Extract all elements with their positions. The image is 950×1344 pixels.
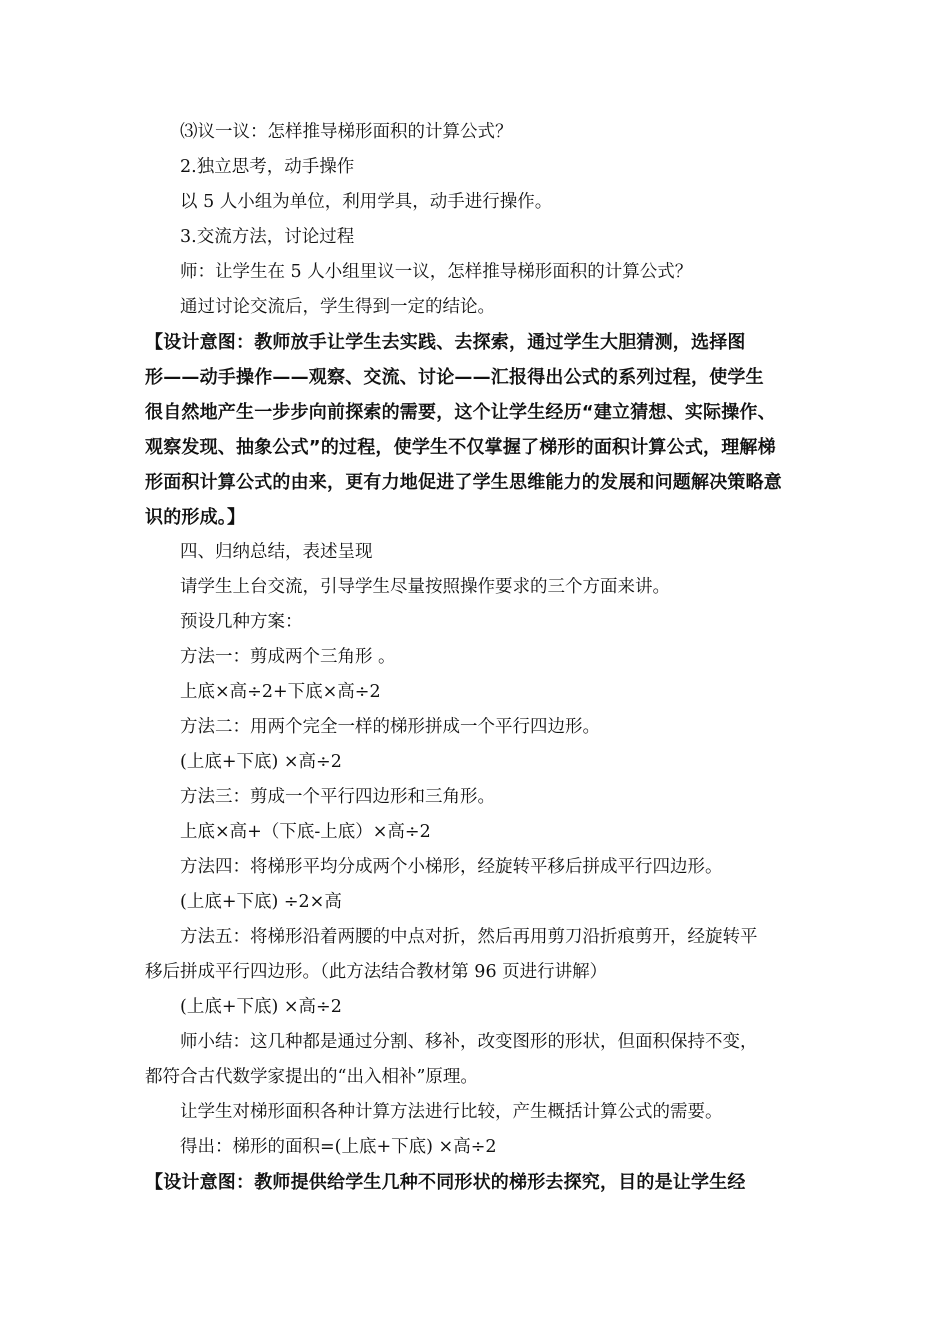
design-intent-block [145, 325, 810, 535]
document-body [145, 115, 810, 1200]
paragraph: 2.独立思考，动手操作 [180, 157, 355, 177]
design-intent-line: 识的形成。】 [145, 507, 246, 528]
method-5-line2: 移后拼成平行四边形。（此方法结合教材第 96 页进行讲解） [145, 962, 608, 982]
formula-5: (上底+下底) ×高÷2 [180, 997, 342, 1017]
summary-line2: 都符合古代数学家提出的“出入相补”原理。 [145, 1067, 478, 1087]
result-formula: 得出：梯形的面积=(上底+下底) ×高÷2 [180, 1137, 497, 1157]
formula-1: 上底×高÷2+下底×高÷2 [180, 682, 381, 702]
method-1: 方法一：剪成两个三角形 。 [180, 647, 396, 667]
method-3: 方法三：剪成一个平行四边形和三角形。 [180, 787, 495, 807]
design-intent-line: 很自然地产生一步步向前探索的需要，这个让学生经历“建立猜想、实际操作、 [145, 402, 776, 423]
design-intent-block [145, 1165, 810, 1200]
design-intent-line: 【设计意图：教师提供给学生几种不同形状的梯形去探究，目的是让学生经 [145, 1172, 746, 1193]
design-intent-line: 【设计意图：教师放手让学生去实践、去探索，通过学生大胆猜测，选择图 [145, 332, 746, 353]
formula-2: (上底+下底) ×高÷2 [180, 752, 342, 772]
section-heading: 四、归纳总结，表述呈现 [180, 542, 373, 562]
summary-line1: 师小结：这几种都是通过分割、移补，改变图形的形状，但面积保持不变， [180, 1032, 758, 1052]
paragraph: 师：让学生在 5 人小组里议一议，怎样推导梯形面积的计算公式？ [180, 262, 693, 282]
method-2: 方法二：用两个完全一样的梯形拼成一个平行四边形。 [180, 717, 600, 737]
formula-3: 上底×高+（下底-上底）×高÷2 [180, 822, 431, 842]
paragraph: 以 5 人小组为单位，利用学具，动手进行操作。 [180, 192, 553, 212]
paragraph: 3.交流方法，讨论过程 [180, 227, 355, 247]
paragraph: 通过讨论交流后，学生得到一定的结论。 [180, 297, 495, 317]
method-4: 方法四：将梯形平均分成两个小梯形，经旋转平移后拼成平行四边形。 [180, 857, 723, 877]
paragraph: ⑶议一议：怎样推导梯形面积的计算公式？ [180, 122, 513, 142]
paragraph: 预设几种方案： [180, 612, 303, 632]
design-intent-line: 形——动手操作——观察、交流、讨论——汇报得出公式的系列过程，使学生 [145, 367, 764, 388]
paragraph: 让学生对梯形面积各种计算方法进行比较，产生概括计算公式的需要。 [180, 1102, 723, 1122]
method-5-line1: 方法五：将梯形沿着两腰的中点对折，然后再用剪刀沿折痕剪开，经旋转平 [180, 927, 758, 947]
paragraph: 请学生上台交流，引导学生尽量按照操作要求的三个方面来讲。 [180, 577, 670, 597]
design-intent-line: 观察发现、抽象公式”的过程，使学生不仅掌握了梯形的面积计算公式，理解梯 [145, 437, 776, 458]
design-intent-line: 形面积计算公式的由来，更有力地促进了学生思维能力的发展和问题解决策略意 [145, 472, 782, 493]
formula-4: (上底+下底) ÷2×高 [180, 892, 342, 912]
